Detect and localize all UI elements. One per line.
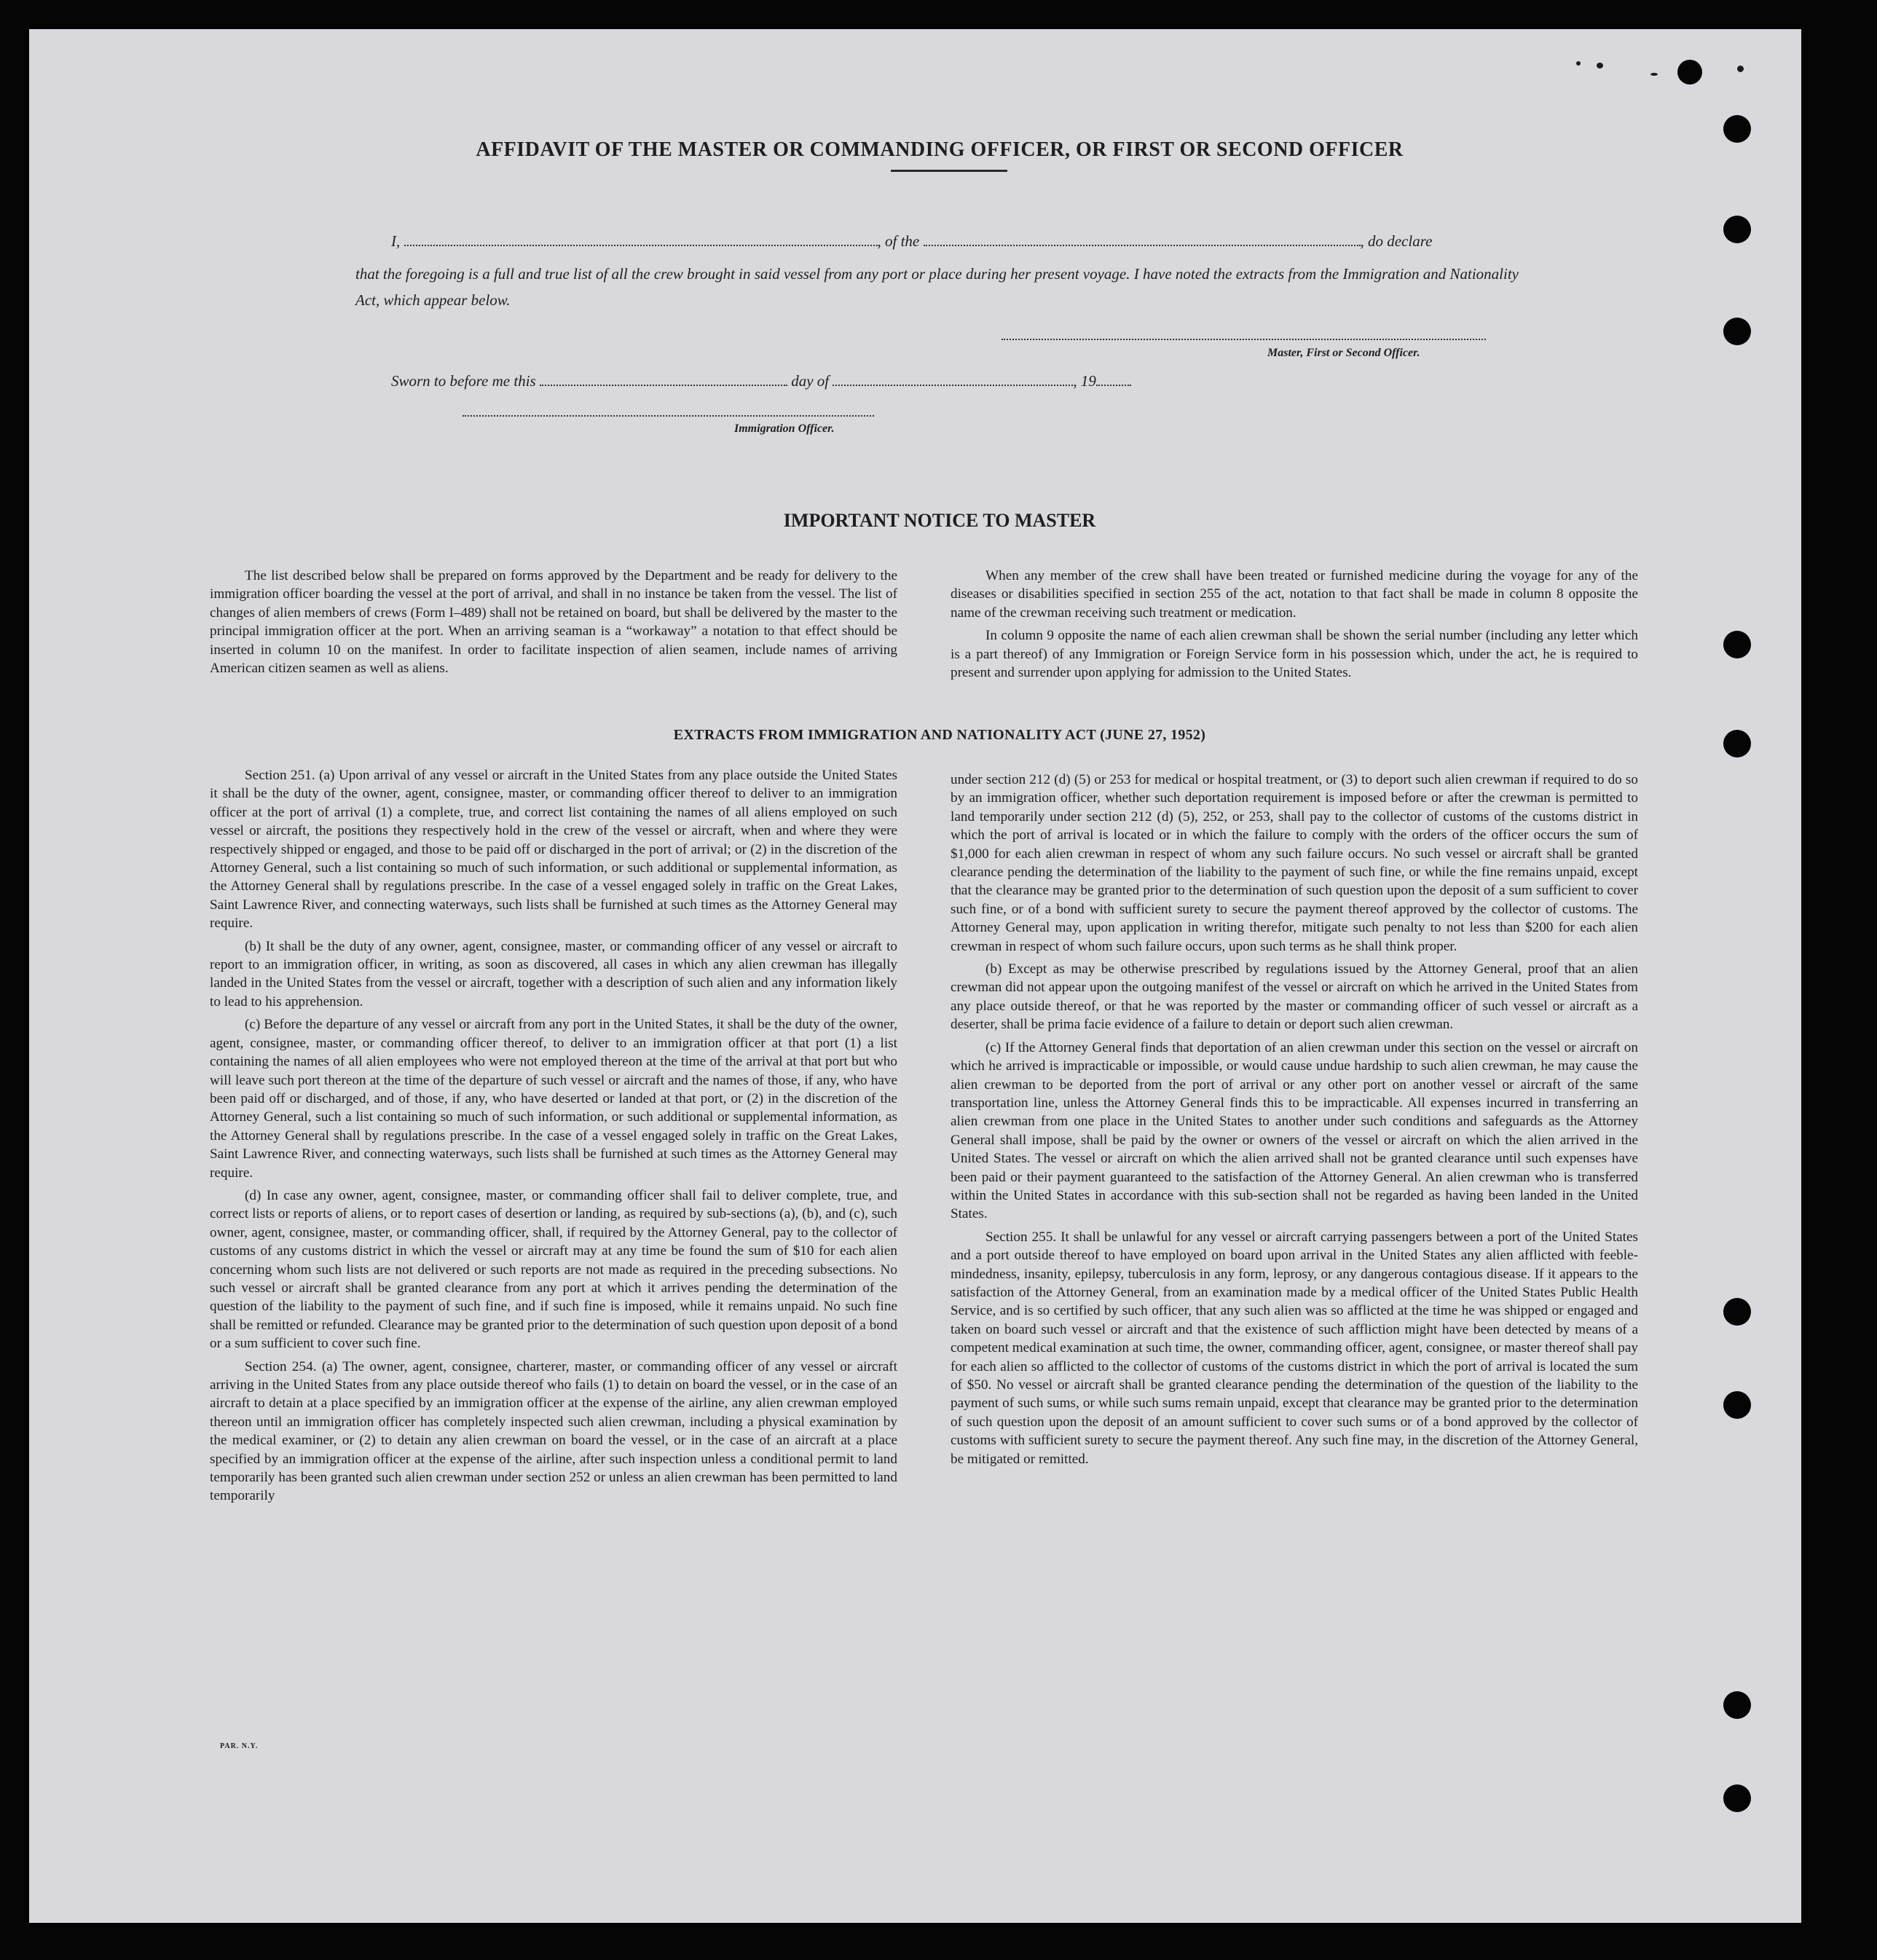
do-declare-label: , do declare	[1360, 232, 1433, 250]
printer-mark: PAR. N.Y.	[220, 1742, 259, 1750]
ink-speck	[1597, 63, 1603, 68]
affidavit-statement: that the foregoing is a full and true list of all the crew brought in said vessel from any port or place during her present voyage. I have noted the extracts from the Immigration and Nationality Act, which appear below.	[355, 265, 1519, 309]
of-the-label: , of the	[877, 232, 920, 250]
sworn-label: Sworn to before me this	[391, 372, 536, 390]
title-rule	[891, 170, 1007, 172]
binder-hole	[1723, 1691, 1751, 1719]
extract-paragraph: (d) In case any owner, agent, consignee, master, or commanding officer shall fail to deliver complete, true, and correct lists or reports of aliens, or to report cases of desertion or landing, as required by sub-sections (a), (b), and (c), such owner, agent, consignee, master, or commanding officer, shall, if required by the Attorney General, pay to the collector of customs of any customs district in which the vessel or aircraft may at any time be found the sum of $10 for each alien concerning whom such lists are not delivered or such reports are not made as required in the preceding subsections. No such vessel or aircraft shall be granted clearance from any port at which it arrives pending the determination of the question of the liability to the payment of such fine, and if such fine is imposed, while it remains unpaid. No such fine shall be remitted or refunded. Clearance may be granted prior to the determination of such question upon deposit of a bond or a sum sufficient to cover such fine.	[210, 1187, 897, 1352]
notice-left-column	[210, 567, 897, 677]
extracts-right-column	[951, 771, 1638, 1468]
extract-paragraph: (b) It shall be the duty of any owner, agent, consignee, master, or commanding officer of any vessel or aircraft to report to an immigration officer, in writing, as soon as discovered, all cases in which any alien crewman has illegally landed in the United States from the vessel or aircraft, together with a description of such alien and any information likely to lead to his apprehension.	[210, 938, 897, 1009]
notice-paragraph: In column 9 opposite the name of each alien crewman shall be shown the serial number (including any letter which is a part thereof) of any Immigration or Foreign Service form in his possession which, under the act, he is required to present and surrender upon applying for admission to the United States.	[951, 628, 1638, 681]
sworn-month-field[interactable]	[833, 371, 1073, 386]
binder-hole	[1723, 1391, 1751, 1419]
notice-paragraph: The list described below shall be prepared on forms approved by the Department and be ready for delivery to the immigration officer boarding the vessel at the port of arrival, and shall in no instance be taken from the vessel. The list of changes of alien members of crews (Form I–489) shall not be retained on board, but shall be delivered by the master to the principal immigration officer at the port. When an arriving seaman is a “workaway” a notation to that effect should be inserted in column 10 on the manifest. In order to facilitate inspection of alien seamen, include names of arriving American citizen seamen as well as aliens.	[210, 568, 897, 677]
binder-hole	[1723, 216, 1751, 243]
extracts-title: EXTRACTS FROM IMMIGRATION AND NATIONALITY ACT (JUNE 27, 1952)	[673, 727, 1206, 743]
sworn-day-field[interactable]	[540, 371, 787, 386]
binder-hole	[1677, 60, 1702, 84]
year-label: , 19	[1073, 372, 1096, 390]
binder-hole	[1723, 1298, 1751, 1326]
binder-hole	[1723, 115, 1751, 143]
binder-hole	[1723, 631, 1751, 658]
sworn-year-field[interactable]	[1096, 371, 1131, 386]
sworn-line	[391, 371, 1265, 390]
notice-title: IMPORTANT NOTICE TO MASTER	[783, 510, 1096, 531]
extracts-left-column	[210, 766, 897, 1506]
name-field[interactable]	[404, 232, 878, 246]
i-label: I,	[391, 232, 401, 250]
binder-hole	[1723, 1784, 1751, 1812]
declaration-line	[391, 232, 1527, 251]
day-of-label: day of	[791, 372, 830, 390]
extract-paragraph: (c) Before the departure of any vessel or aircraft from any port in the United States, it shall be the duty of the owner, agent, consignee, master, or commanding officer thereof, to deliver to an immigration officer at that port (1) a list containing the names of all alien employees who were not employed thereon at the time of the arrival at that port but who will leave such port thereon at the time of the departure of such vessel or aircraft and the names of those, if any, who have been paid off or discharged, and of those, if any, who have deserted or landed at that port, or (2) in the discretion of the Attorney General, such a list containing so much of such information, or such additional or supplemental information, as the Attorney General shall by regulations prescribe. In the case of a vessel engaged solely in traffic on the Great Lakes, Saint Lawrence River, and connecting waterways, such lists shall be furnished at such times as the Attorney General may require.	[210, 1017, 897, 1181]
officer-signature-line[interactable]	[463, 415, 874, 417]
master-signature-label: Master, First or Second Officer.	[1267, 347, 1420, 359]
affidavit-title: AFFIDAVIT OF THE MASTER OR COMMANDING OFFICER, OR FIRST OR SECOND OFFICER	[476, 138, 1404, 161]
vessel-field[interactable]	[924, 232, 1361, 246]
extract-paragraph: (c) If the Attorney General finds that deportation of an alien crewman under this section on the vessel or aircraft on which he arrived is impracticable or impossible, or would cause undue hardship to such alien crewman, he may cause the alien crewman to be deported from the port of arrival or any other port on another vessel or aircraft of the same transportation line, unless the Attorney General finds this to be impracticable. All expenses incurred in transferring an alien crewman from one place in the United States to another under such conditions and safeguards as the Attorney General shall impose, shall be paid by the owner or owners of the vessel or aircraft on which the alien arrived in the United States. The vessel or aircraft on which the alien arrived shall not be granted clearance until such expenses have been paid or their payment guaranteed to the satisfaction of the Attorney General. An alien crewman who is transferred within the United States in accordance with this sub-section shall not be regarded as having been landed in the United States.	[951, 1039, 1638, 1222]
binder-hole	[1723, 318, 1751, 345]
binder-hole	[1723, 730, 1751, 757]
master-signature-line[interactable]	[1002, 339, 1486, 340]
ink-speck	[1650, 73, 1658, 76]
notice-paragraph: When any member of the crew shall have been treated or furnished medicine during the voyage for any of the diseases or disabilities specified in section 255 of the act, notation to that fact shall be made in column 8 opposite the name of the crewman receiving such treatment or medication.	[951, 568, 1638, 621]
extract-paragraph: Section 255. It shall be unlawful for any vessel or aircraft carrying passengers between a port of the United States and a port outside thereof to have employed on board upon arrival in the United States any alien afflicted with feeble-mindedness, insanity, epilepsy, tuberculosis in any form, leprosy, or any dangerous contagious disease. If it appears to the satisfaction of the Attorney General, from an examination made by a medical officer of the United States Public Health Service, and is so certified by such officer, that any such alien was so afflicted at the time he was shipped or engaged and taken on board such vessel or aircraft and that the existence of such affliction might have been detected by means of a competent medical examination at such time, the owner, commanding officer, agent, consignee, or master thereof shall pay for each alien so afflicted to the collector of customs of the customs district in which the port of arrival is located the sum of $50. No vessel or aircraft shall be granted clearance pending the determination of the question of the liability to the payment of such sums, or while such sums remain unpaid, except that clearance may be granted prior to the determination of such question upon the deposit of an amount sufficient to cover such sums or of a bond approved by the collector of customs with sufficient surety to secure the payment thereof. Any such fine may, in the discretion of the Attorney General, be mitigated or remitted.	[951, 1229, 1638, 1467]
extract-paragraph: Section 251. (a) Upon arrival of any vessel or aircraft in the United States from any place outside the United States it shall be the duty of the owner, agent, consignee, master, or commanding officer thereof to deliver to an immigration officer at the port of arrival (1) a complete, true, and correct list containing the names of all aliens employed on such vessel or aircraft, the positions they respectively hold in the crew of the vessel or aircraft, when and where they were respectively shipped or engaged, and those to be paid off or discharged in the port of arrival; or (2) in the discretion of the Attorney General, such a list containing so much of such information, or such additional or supplemental information, as the Attorney General shall by regulations prescribe. In the case of a vessel engaged solely in traffic on the Great Lakes, Saint Lawrence River, and connecting waterways, such lists shall be furnished at such times as the Attorney General may require.	[210, 768, 897, 932]
officer-signature-label: Immigration Officer.	[734, 422, 835, 435]
extract-paragraph: under section 212 (d) (5) or 253 for medical or hospital treatment, or (3) to deport such alien crewman if required to do so by an immigration officer, whether such deportation requirement is imposed before or after the crewman is permitted to land temporarily under section 212 (d) (5), 252, or 253, shall pay to the collector of customs of the customs district in which the port of arrival is located or in which the failure to comply with the orders of the officer occurs the sum of $1,000 for each alien crewman in respect of whom any such failure occurs. No such vessel or aircraft shall be granted clearance pending the determination of the liability to the payment of such fine, or while the fine remains unpaid, except that the clearance may be granted prior to the determination of such question upon the deposit of a sum sufficient to cover such fine, or of a bond with sufficient surety to secure the payment thereof approved by the collector of customs. The Attorney General may, upon application in writing therefor, mitigate such penalty to not less than $200 for each alien crewman in respect of whom such failure occurs, upon such terms as he shall think proper.	[951, 772, 1638, 954]
notice-right-column	[951, 567, 1638, 682]
ink-speck	[1576, 61, 1581, 66]
ink-speck	[1737, 66, 1744, 72]
extract-paragraph: Section 254. (a) The owner, agent, consignee, charterer, master, or commanding officer of any vessel or aircraft arriving in the United States from any place outside thereof who fails (1) to detain on board the vessel, or in the case of an aircraft to detain at a place specified by an immigration officer at the expense of the airline, any alien crewman employed thereon until an immigration officer has completely inspected such alien crewman, including a physical examination by the medical examiner, or (2) to detain any alien crewman on board the vessel, or in the case of an aircraft at a place specified by an immigration officer at the expense of the airline, after such inspection unless a conditional permit to land temporarily has been granted such alien crewman under section 252 or unless an alien crewman has been permitted to land temporarily	[210, 1358, 897, 1504]
extract-paragraph: (b) Except as may be otherwise prescribed by regulations issued by the Attorney General, proof that an alien crewman did not appear upon the outgoing manifest of the vessel or aircraft on which he arrived in the United States from any place outside thereof, or that he was reported by the master or commanding officer of such vessel or aircraft as a deserter, shall be prima facie evidence of a failure to detain or deport such alien crewman.	[951, 961, 1638, 1033]
document-page	[29, 29, 1801, 1923]
